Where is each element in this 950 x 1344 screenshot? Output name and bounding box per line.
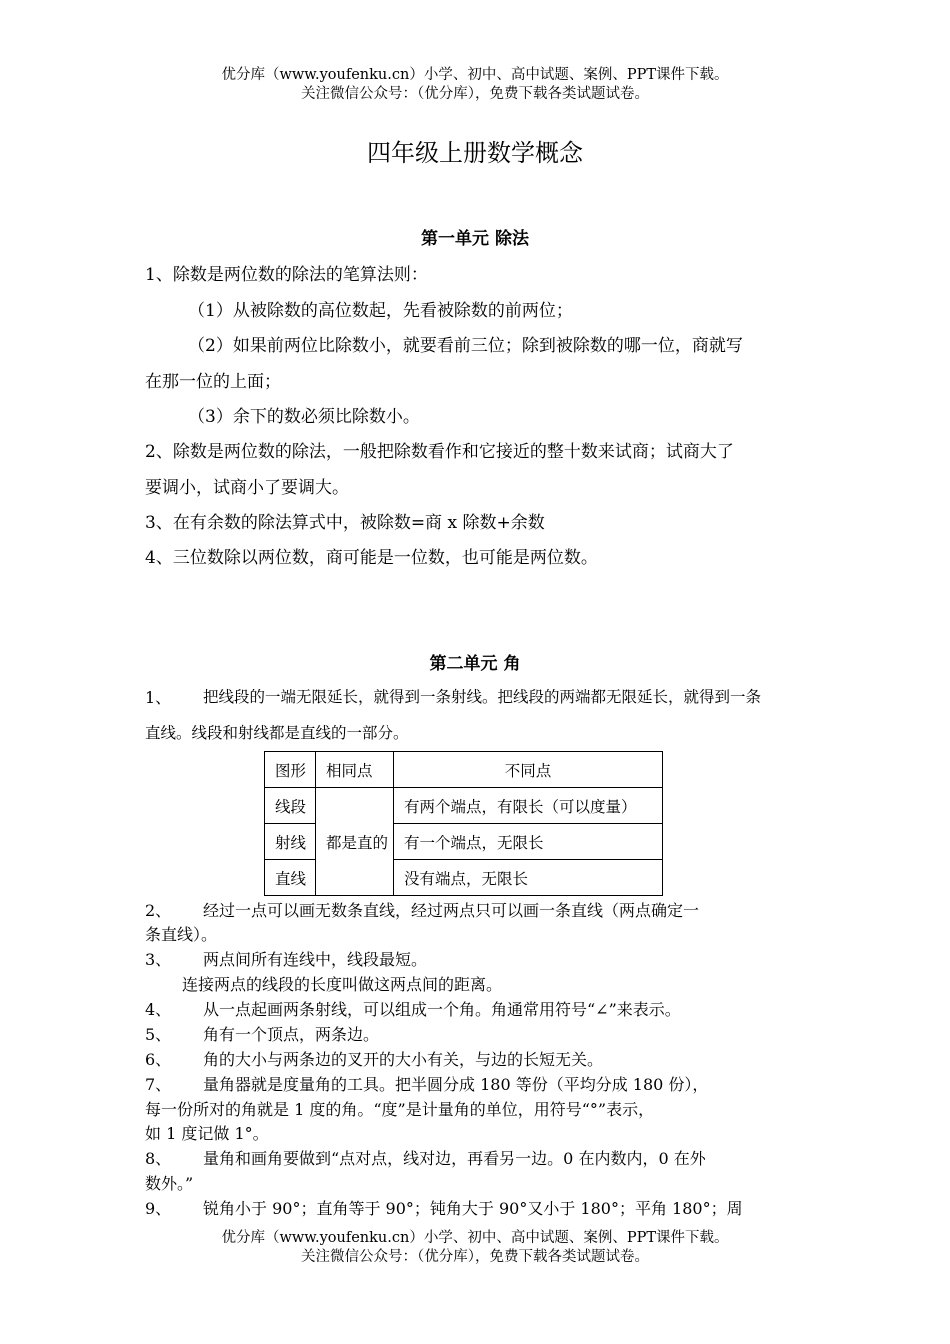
unit2-intro-line-2: 直线。线段和射线都是直线的一部分。 (145, 724, 409, 742)
table-cell-shape: 直线 (265, 860, 316, 896)
table-cell-diff: 有两个端点，有限长（可以度量） (394, 788, 663, 824)
item-number: 2、 (145, 901, 172, 920)
unit1-heading: 第一单元 除法 (421, 229, 529, 249)
footer-line-2: 关注微信公众号：（优分库），免费下载各类试题试卷。 (301, 1249, 649, 1265)
table-cell-shape: 射线 (265, 824, 316, 860)
item-number: 3、 (145, 950, 172, 969)
header-line-2: 关注微信公众号：（优分库），免费下载各类试题试卷。 (301, 86, 649, 102)
item-text: 从一点起画两条射线，可以组成一个角。角通常用符号“∠”来表示。 (203, 1000, 681, 1019)
item-number: 9、 (145, 1199, 172, 1218)
unit1-line: 4、三位数除以两位数，商可能是一位数，也可能是两位数。 (145, 548, 598, 568)
item-number: 4、 (145, 1000, 172, 1019)
footer-line-1: 优分库（www.youfenku.cn）小学、初中、高中试题、案例、PPT课件下载。 (221, 1230, 729, 1246)
page-title: 四年级上册数学概念 (367, 139, 583, 167)
item-continuation: 每一份所对的角就是 1 度的角。“度”是计量角的单位，用符号“°”表示， (145, 1100, 655, 1119)
item-text: 角有一个顶点，两条边。 (203, 1025, 380, 1044)
item-number: 7、 (145, 1075, 172, 1094)
item-text: 角的大小与两条边的叉开的大小有关，与边的长短无关。 (203, 1050, 604, 1069)
table-cell-diff: 没有端点，无限长 (394, 860, 663, 896)
table-header-row (265, 752, 663, 788)
table-cell-shape: 线段 (265, 788, 316, 824)
unit1-line: （1）从被除数的高位数起，先看被除数的前两位； (188, 301, 573, 321)
unit1-line: 在那一位的上面； (145, 372, 281, 392)
item-continuation: 如 1 度记做 1°。 (145, 1124, 269, 1143)
comparison-table (264, 751, 663, 896)
item-text: 经过一点可以画无数条直线，经过两点只可以画一条直线（两点确定一 (203, 901, 700, 920)
table-cell-diff: 有一个端点，无限长 (394, 824, 663, 860)
item-number: 1、 (145, 688, 172, 707)
table-cell-common: 都是直的 (316, 788, 394, 896)
table-row (265, 788, 663, 824)
unit1-line: 3、在有余数的除法算式中，被除数=商 x 除数+余数 (145, 513, 545, 533)
table-header-cell: 相同点 (316, 752, 394, 788)
item-continuation: 数外。” (145, 1174, 194, 1193)
unit2-intro-line-1: 把线段的一端无限延长，就得到一条射线。把线段的两端都无限延长，就得到一条 (203, 688, 762, 706)
unit1-line: 要调小，试商小了要调大。 (145, 478, 349, 498)
item-text: 锐角小于 90°；直角等于 90°；钝角大于 90°又小于 180°；平角 180°；周 (203, 1199, 743, 1218)
unit1-line: 2、除数是两位数的除法，一般把除数看作和它接近的整十数来试商；试商大了 (145, 442, 734, 462)
item-number: 6、 (145, 1050, 172, 1069)
table-header-cell: 图形 (265, 752, 316, 788)
item-number: 8、 (145, 1149, 172, 1168)
item-text: 量角和画角要做到“点对点，线对边，再看另一边。0 在内数内，0 在外 (203, 1149, 706, 1168)
item-text: 量角器就是度量角的工具。把半圆分成 180 等份（平均分成 180 份）， (203, 1075, 709, 1094)
item-continuation: 连接两点的线段的长度叫做这两点间的距离。 (182, 975, 503, 994)
item-text: 两点间所有连线中，线段最短。 (203, 950, 428, 969)
table-header-cell: 不同点 (394, 752, 663, 788)
item-number: 5、 (145, 1025, 172, 1044)
unit2-heading: 第二单元 角 (429, 654, 521, 674)
item-continuation: 条直线）。 (145, 925, 218, 944)
unit1-line: 1、除数是两位数的除法的笔算法则： (145, 265, 428, 285)
unit1-line: （2）如果前两位比除数小，就要看前三位；除到被除数的哪一位，商就写 (188, 336, 743, 356)
unit1-line: （3）余下的数必须比除数小。 (188, 407, 420, 427)
header-line-1: 优分库（www.youfenku.cn）小学、初中、高中试题、案例、PPT课件下载。 (221, 67, 729, 83)
